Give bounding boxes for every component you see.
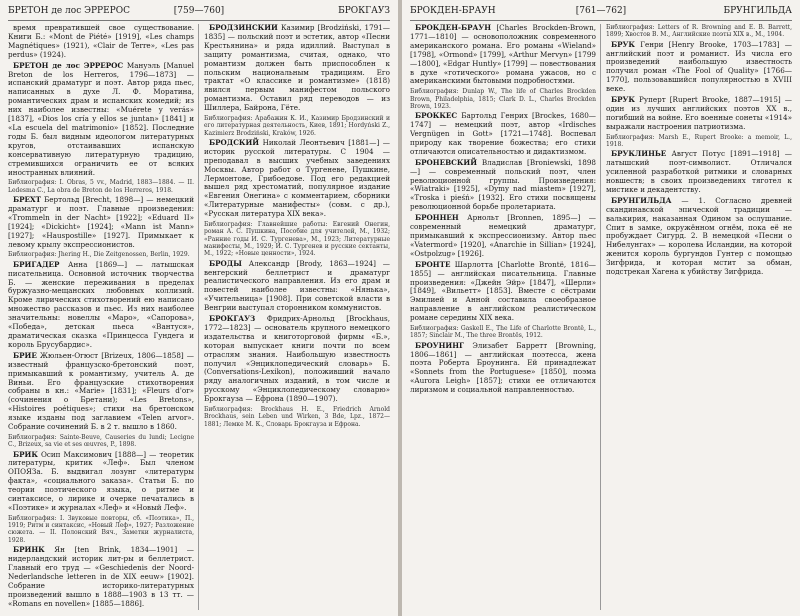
header-left: БРОКДЕН-БРАУН — [410, 6, 496, 16]
entry-headword: БРОКДЕН-БРАУН — [415, 24, 492, 32]
left-page-column-1 — [8, 24, 194, 612]
dictionary-entry — [8, 546, 194, 608]
bibliography-note — [410, 325, 596, 340]
dictionary-entry — [410, 159, 596, 212]
entry-body: Казимир [Brodziński, 1791—1835] — польский поэт и эстетик, автор «Песни Крестьянина» и ряда идиллий. Выступал в защиту романтизма, считая, однако, что романтизм должен быть приспособлен к польским национальным традициям. Его трактат «О классике и романтизме» (1818) явился первым манифестом польского романтизма. Оставил ряд переводов — из Шиллера, Байрона, Гёте. — [204, 24, 390, 113]
dictionary-entry — [204, 315, 390, 404]
dictionary-entry — [8, 62, 194, 178]
bibliography-text: Библиография: I. Звуковые повторы, сб. «Поэтика», П., 1919; Ритм и синтаксис, «Новый Леф», 1927; Разложение сюжета. — II. Полонский Вяч., Заметки журналиста, 1928. — [8, 514, 194, 544]
dictionary-entry — [606, 197, 792, 277]
entry-body: Владислав [Broniewski, 1898—] — современный польский поэт, член революционной группы. Произведения: «Wiatraki» [1925], «Dymy nad miastem» [1927], «Troska i pieśń» [1932]. Его стихи посвящены революционной борьбе пролетариата. — [410, 157, 596, 212]
entry-body: Ян [ten Brink, 1834—1901] — нидерландский историк лит-ры и беллетрист. Главный его труд — «Geschiedenis der Noord-Nederlandsche letteren in de XIX eeuw» [1902]. Собрание историко-литературных произведений вышло в 1888—1903 в 13 тт. — «Romans en novellen» [1885—1886]. — [8, 545, 194, 608]
bibliography-note — [410, 88, 596, 110]
dictionary-entry — [606, 41, 792, 94]
column-rule — [198, 24, 199, 610]
entry-headword: БРОНТЕ — [415, 259, 451, 269]
entry-body: Август Потус [1891—1918] — латышский поэт-символист. Отличался усиленной разработкой ритмики и словарных новшеств; в своих произведениях тяготел к мистике и декадентству. — [606, 149, 792, 194]
entry-body: Николай Леонтьевич [1881—] — историк русской литературы. С 1904 — преподавал в высших учебных заведениях Москвы. Автор работ о Тургеневе, Пушкине, Лермонтове, Грибоедове. Под его редакцией вышел ряд хрестоматий, популярное издание «Евгения Онегина» с комментарием, сборники «Литературные манифесты» (совм. с др.), «Русская литература XIX века». — [204, 137, 390, 219]
right-page — [402, 0, 800, 616]
right-page-column-1 — [410, 24, 596, 612]
entry-headword: БРЕХТ — [13, 195, 41, 204]
entry-headword: БРУНГИЛЬДА — [611, 195, 672, 205]
bibliography-text: Библиография: Арабажин К. И., Казимир Бродзинский и его литературная деятельность, Киев, 1891; Hordyński Z., Kazimierz Brodziński, Kraków, 1926. — [204, 115, 390, 137]
header-right: БРУНГИЛЬДА — [723, 6, 792, 16]
entry-headword: БРОДЗИНСКИЙ — [209, 24, 278, 32]
bibliography-note — [204, 115, 390, 137]
entry-body: Генри [Henry Brooke, 1703—1783] — английский поэт и романист. Из числа его произведений наибольшую известность получил роман «The Fool of Quality» [1766—1770], пользовавшийся популярностью в XVIII веке. — [606, 39, 792, 94]
header-right: БРОКГАУЗ — [338, 6, 390, 16]
bibliography-text: Библиография: Jhering H., Die Zeitgenossen, Berlin, 1929. — [8, 251, 190, 259]
dictionary-entry — [8, 352, 194, 432]
entry-body: время превратившей свое существование. Книги Б.: «Mont de Piété» [1919], «Les champs Magnétiques» (1921), «Clair de Terre», «Les pas perdus» (1924). — [8, 24, 194, 59]
entry-body: Фридрих-Арнольд [Brockhaus, 1772—1823] — основатель крупного немецкого издательства и книготорговой фирмы «Б.», которая выпускает книги почти по всем отраслям знания. Наибольшую известность получил «Энциклопедический словарь» Б. (Conversations-Lexikon), положивший начало ряду аналогичных изданий, в том числе и русскому «Энциклопедическому словарю» Брокгауза — Ефрона (1890—1907). — [204, 314, 390, 404]
bibliography-note — [204, 406, 390, 428]
bibliography-note — [204, 221, 390, 257]
entry-body: Жюльен-Огюст [Brizeux, 1806—1858] — известный французско-бретонский поэт, примыкавший к романтизму, учитель А. де Виньи. Его французские стихотворения собраны в кн.: «Marie» [1831]; «Fleurs d'or» (сочинения о Бретани); «Les Bretons», «Histoires poétiques»; стихи на бретонском языке изданы под заглавием «Telen arvor». Собрание сочинений Б. в 2 т. вышло в 1860. — [8, 350, 194, 432]
entry-headword: БРОККЕС — [415, 111, 458, 121]
bibliography-note — [8, 251, 194, 258]
bibliography-text: Библиография: Brockhaus H. E., Friedrich Arnold Brockhaus, sein Leben und Wirken, 3 Bde, Lpz., 1872—1881; Лемке М. К., Словарь Брокгауза и Ефрона. — [204, 406, 390, 428]
bibliography-note — [606, 134, 792, 149]
bibliography-text: Библиография: Главнейшие работы: Евгений Онегин, роман А. С. Пушкина, Пособие для учителей, М., 1932; «Ранние годы И. С. Тургенева», М., 1923; Литературные манифесты, М., 1929; И. С. Тургенев и русские сектанты, М., 1922; «Новые ценности», 1924. — [204, 221, 390, 258]
dictionary-entry — [8, 261, 194, 350]
entry-body: Арнольт [Bronnen, 1895—] — современный немецкий драматург, примыкавший к экспрессионизму. Автор пьес «Vatermord» [1920], «Anarchie in Sillian» [1924], «Ostpolzug» [1926]. — [410, 213, 596, 258]
entry-headword: БРОДСКИЙ — [209, 137, 260, 147]
right-page-column-2 — [606, 24, 792, 612]
left-page-column-2 — [204, 24, 390, 612]
left-page — [0, 0, 398, 616]
bibliography-text: Библиография: Dunlap W., The life of Charles Brockden Brown, Philadelphia, 1815; Clark D. L., Charles Brockden Brown, 1923. — [410, 88, 596, 110]
entry-body: Анна [1869—] — латышская писательница. Основной источник творчества Б. — женские переживания в пределах буржуазно-мещанских любовных коллизий. Кроме лирических стихотворений ею написано множество рассказов и пьес. Из них наиболее значительны: новеллы «Маро», «Сапорова», «Победа», детская пьеса «Вантуся», драматическая сказка «Принцесса Гундега и король Брусубардис». — [8, 259, 194, 349]
header-left: БРЕТОН де лос ЭРРЕРОС — [8, 6, 130, 16]
entry-body: Бертольд [Brecht, 1898—] — немецкий драматург и поэт. Главные произведения: «Trommeln in der Nacht» [1922]; «Eduard II» [1924]; «Dickicht» [1924]; «Mann ist Mann» [1927]; «Hauspostille» [1927]. Примыкает к левому крылу экспрессионистов. — [8, 195, 194, 249]
bibliography-text: Библиография: Gaskell E., The Life of Charlotte Brontë, L., 1857; Sinclair M., The three Brontës, 1912. — [410, 325, 596, 340]
dictionary-entry — [8, 196, 194, 249]
dictionary-entry — [410, 214, 596, 259]
entry-headword: БРИГАДЕР — [13, 259, 60, 269]
dictionary-entry — [204, 139, 390, 219]
entry-headword: БРИЕ — [13, 350, 37, 360]
header-page-numbers: [759—760] — [173, 6, 225, 16]
dictionary-entry — [204, 24, 390, 113]
bibliography-text: Библиография: I. Obras, 5 vv., Madrid, 1883—1884. — II. Ledesma C., La obra de Breton de los Herreros, 1918. — [8, 179, 194, 194]
entry-body: Элизабет Барретт [Browning, 1806—1861] — английская поэтесса, жена поэта Роберта Броунинга. Ей принадлежат «Sonnets from the Portuguese» [1850], поэма «Aurora Leigh» [1857]; стихи ее отличаются лиризмом и социальной направленностью. — [410, 340, 596, 395]
bibliography-note — [8, 515, 194, 544]
entry-headword: БРУК — [611, 39, 635, 49]
entry-body: Бартольд Генрих [Brockes, 1680—1747] — немецкий поэт, автор «Irdisches Vergnügen in Gott» [1721—1748]. Воспевал природу как творение божества; его стихи отличаются описательностью и дидактизмом. — [410, 111, 596, 156]
entry-body: Руперт [Rupert Brooke, 1887—1915] — один из лучших английских поэтов XX в., погибший на войне. Его военные сонеты «1914» выражали настроения патриотизма. — [606, 95, 792, 131]
running-header — [8, 6, 390, 21]
entry-headword: БРОННЕН — [415, 213, 459, 223]
column-rule — [600, 24, 601, 610]
dictionary-entry — [410, 342, 596, 395]
dictionary-entry — [8, 451, 194, 513]
dictionary-entry — [410, 24, 596, 86]
entry-headword: БРИНК — [13, 545, 45, 555]
bibliography-note — [8, 179, 194, 194]
dictionary-entry — [204, 260, 390, 313]
entry-headword: БРИК — [13, 449, 38, 459]
entry-headword: БРУК — [611, 95, 635, 105]
bibliography-text: Библиография: Marsh E., Rupert Brooke: a memoir, L., 1918. — [606, 133, 792, 148]
entry-body: Мануэль [Manuel Breton de los Herreros, 1796—1873] — испанский драматург и поэт. Автор ряда пьес, написанных в духе Л. Ф. Моратина, романтических драм и испанских комедий; из них наиболее известны: «Muérete у verás» [1837], «Dios los cría у ellos se juntan» [1841] и «La escuela del matrimonio» [1852]. Последние годы Б. был видным идеологом литературных кругов, отстаивавших испанскую консервативную литературную традицию, стремившихся ограничить ее от всяких иностранных влияний. — [8, 60, 194, 177]
dictionary-entry — [606, 150, 792, 195]
bibliography-note — [8, 434, 194, 449]
dictionary-entry — [606, 96, 792, 132]
entry-body: [Charles Brockden-Brown, 1771—1810] — основоположник современного американского романа. Его романы «Wieland» [1798], «Ormond» [1799], «Arthur Mervyn» [1799—1800], «Edgar Huntly» [1799] — повествования в духе «готического» романа ужасов, но с американскими бытовыми подробностями. — [410, 24, 596, 86]
bibliography-text: Библиография: Letters of R. Browning and E. B. Barrett, 1899; Хвостов В. М., Английские поэты XIX в., М., 1904. — [606, 24, 792, 39]
entry-body: Шарлотта [Charlotte Brontë, 1816—1855] — английская писательница. Главные произведения: «Джейн Эйр» [1847], «Шерли» [1849], «Вильетт» [1853]. Вместе с сёстрами Эмилией и Анной составила своеобразное направление в английском реалистическом романе середины XIX века. — [410, 259, 596, 323]
header-page-numbers: [761—762] — [575, 6, 627, 16]
entry-headword: БРОНЕВСКИЙ — [415, 157, 477, 167]
entry-headword: БРОУНИНГ — [415, 340, 464, 350]
entry-body: Осип Максимович [1888—] — теоретик литературы, критик «Леф». Был членом ОПОЯЗа. Б. выдвигал лозунг «литературы факта», «социального заказа». Статьи Б. по теории поэтического языка, о ритме и синтаксисе, о лирике и очерке печатались в «Поэтике» и журналах «Леф» и «Новый Леф». — [8, 449, 194, 512]
entry-headword: БРОКГАУЗ — [209, 314, 256, 324]
entry-headword: БРОДЫ — [209, 258, 242, 268]
entry-headword: БРЕТОН де лос ЭРРЕРОС — [13, 60, 124, 70]
dictionary-entry — [410, 261, 596, 323]
entry-body: — 1. Согласно древней скандинавской эпической традиции — валькирия, наказанная Одином за ослушание. Спит в замке, окружённом огнём, пока её не пробуждает Сигурд. 2. В немецкой «Песни о Нибелунгах» — королева Исландии, на которой женится король бургундов Гунтер с помощью Зигфрида, и которая мстит за обман, подстрекая Хагена к убийству Зигфрида. — [606, 195, 792, 277]
bibliography-note — [606, 24, 792, 39]
entry-headword: БРУКЛИНЬЕ — [611, 149, 667, 159]
bibliography-text: Библиография: Sainte-Beuve, Causeries du lundi; Lecigne C., Brizeux, sa vie et ses œuvres, P., 1898. — [8, 433, 194, 449]
entry-continuation — [8, 24, 194, 60]
running-header — [410, 6, 792, 21]
dictionary-entry — [410, 112, 596, 157]
entry-body: Александр [Brody, 1863—1924] — венгерский беллетрист и драматург реалистического направления. Из его драм и повестей наиболее известны: «Нянька», «Учительница» [1908]. При советской власти в Венгрии выступал сторонником коммунистов. — [204, 258, 390, 313]
